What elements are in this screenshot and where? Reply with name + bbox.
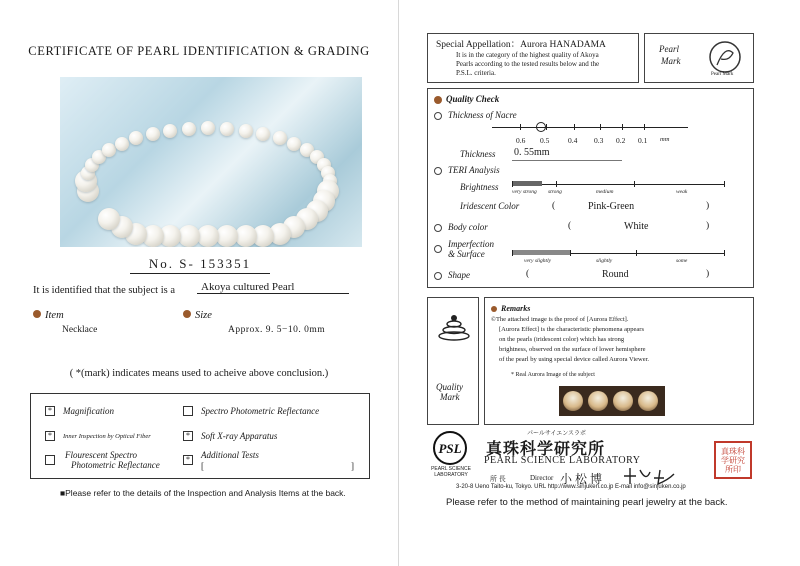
imperfection-label-2: & Surface xyxy=(448,249,485,259)
lab-kana: パールサイエンスラボ xyxy=(527,431,587,437)
lab-address: 3-20-8 Ueno Taito-ku, Tokyo. URL http://www.sinjuken.co.jp E-mail info@sinjuken.co.jp xyxy=(456,484,686,490)
identified-text: It is identified that the subject is a xyxy=(33,285,176,296)
nacre-unit: mm xyxy=(660,136,670,143)
pearl-mark-label-2: Mark xyxy=(661,56,681,66)
brightness-tick xyxy=(512,181,513,187)
quality-mark-box xyxy=(427,297,479,425)
thickness-value: 0. 55mm xyxy=(514,147,550,158)
iridescent-paren-open: ( xyxy=(552,201,556,211)
pearl xyxy=(220,122,234,136)
remarks-line-5: of the pearl by using special device called Aurora Viewer. xyxy=(499,356,650,363)
optical-fiber-checkbox: * xyxy=(45,431,55,441)
nacre-tick xyxy=(546,124,547,130)
flourescent-spectro-label: Flourescent Spectro xyxy=(65,450,138,460)
body-color-label: Body color xyxy=(448,222,488,232)
iridescent-value: Pink-Green xyxy=(588,201,635,212)
remarks-line-1: ©The attached image is the proof of [Aurora Effect]. xyxy=(491,316,629,323)
additional-tests-checkbox: * xyxy=(183,455,193,465)
nacre-tick-label: 0.3 xyxy=(594,136,604,145)
serial-number: No. S- 153351 xyxy=(130,256,270,274)
additional-tests-bracket-open: [ xyxy=(201,461,204,471)
nacre-tick-label: 0.5 xyxy=(540,136,550,145)
soft-xray-label: Soft X-ray Apparatus xyxy=(201,431,278,441)
brightness-tick xyxy=(634,181,635,187)
remarks-line-2: [Aurora Effect] is the characteristic phenomena appears xyxy=(499,326,644,333)
soft-xray-checkbox: * xyxy=(183,431,193,441)
pearl-mark-label-1: Pearl xyxy=(659,44,679,54)
appellation-desc-1: It is in the category of the highest quality of Akoya xyxy=(456,51,599,59)
director-label: Director xyxy=(530,474,554,482)
imperfection-tick xyxy=(570,250,571,256)
pearl-mark-box xyxy=(644,33,754,83)
thickness-label: Thickness xyxy=(460,149,496,159)
pearl xyxy=(182,122,196,136)
magnification-label: Magnification xyxy=(63,406,114,416)
body-color-paren-close: ) xyxy=(706,221,710,231)
quality-check-title: Quality Check xyxy=(446,94,500,104)
size-label: Size xyxy=(195,310,212,321)
remarks-line-3: on the pearls (iridescent color) which has strong xyxy=(499,336,625,343)
body-color-value: White xyxy=(624,221,649,232)
iridescent-label: Iridescent Color xyxy=(460,201,520,211)
pearl-necklace-photo xyxy=(60,77,362,247)
item-value: Necklace xyxy=(62,325,98,335)
remarks-heading xyxy=(491,304,530,313)
flourescent-spectro-checkbox xyxy=(45,455,55,465)
pearl xyxy=(216,225,238,247)
additional-tests-bracket-close: ] xyxy=(351,461,354,471)
imperfection-tick-label: very slightly xyxy=(524,258,552,264)
appellation-title: Special Appellation：Aurora HANADAMA xyxy=(436,40,606,50)
quality-mark-label-2: Mark xyxy=(440,392,460,402)
pearl xyxy=(129,131,143,145)
additional-tests-label: Additional Tests xyxy=(201,450,259,460)
shape-paren-close: ) xyxy=(706,269,710,279)
director-jp: 所 長 xyxy=(490,475,506,483)
nacre-tick xyxy=(574,124,575,130)
aurora-stack-icon xyxy=(436,312,472,342)
nacre-tick xyxy=(644,124,645,130)
brightness-bar-fill xyxy=(512,181,542,186)
brightness-label: Brightness xyxy=(460,182,499,192)
pearl xyxy=(163,124,177,138)
pearl-mark-caption: Pearl Mark xyxy=(711,72,734,77)
body-color-paren-open: ( xyxy=(568,221,572,231)
appellation-desc-3: P.S.L. criteria. xyxy=(456,69,496,77)
quality-check-heading xyxy=(434,94,499,104)
remarks-title: Remarks xyxy=(501,304,531,313)
item-heading xyxy=(33,305,64,323)
lab-seal-stamp xyxy=(714,441,752,479)
imperfection-tick xyxy=(724,250,725,256)
nacre-scale xyxy=(492,127,688,128)
remarks-line-4: brightness, observed on the surface of lower hemisphere xyxy=(499,346,646,353)
pearl xyxy=(256,127,270,141)
pearl xyxy=(197,225,219,247)
pearl xyxy=(239,124,253,138)
right-footer-note: Please refer to the method of maintaining pearl jewelry at the back. xyxy=(446,497,728,508)
inspection-methods-box xyxy=(30,393,370,479)
brightness-tick xyxy=(724,181,725,187)
identified-value: Akoya cultured Pearl xyxy=(197,281,349,294)
magnification-checkbox: * xyxy=(45,406,55,416)
remarks-image-caption: * Real Aurora Image of the subject xyxy=(511,372,595,378)
remarks-bullet-icon xyxy=(491,306,497,312)
nacre-tick-label: 0.2 xyxy=(616,136,626,145)
quality-check-bullet-icon xyxy=(434,96,442,104)
item-label: Item xyxy=(45,310,64,321)
brightness-tick-label: weak xyxy=(676,189,688,195)
shape-circle-icon xyxy=(434,272,442,280)
mark-note: ( *(mark) indicates means used to acheive above conclusion.) xyxy=(69,368,329,379)
pearl xyxy=(115,137,129,151)
shape-value: Round xyxy=(602,269,629,280)
appellation-box xyxy=(427,33,639,83)
iridescent-paren-close: ) xyxy=(706,201,710,211)
nacre-tick-label: 0.4 xyxy=(568,136,578,145)
psl-logo-icon xyxy=(430,430,470,466)
lab-en-small-1: PEARL SCIENCE xyxy=(431,466,471,472)
pearl xyxy=(201,121,215,135)
appellation-desc-2: Pearls according to the tested results below and the xyxy=(456,60,600,68)
quality-check-box xyxy=(427,88,754,288)
nacre-label: Thickness of Nacre xyxy=(448,110,517,120)
imperfection-label-1: Imperfection xyxy=(448,239,494,249)
brightness-tick-label: very strong xyxy=(512,189,537,195)
spectro-reflectance-checkbox xyxy=(183,406,193,416)
nacre-tick xyxy=(520,124,521,130)
imperfection-circle-icon xyxy=(434,245,442,253)
teri-circle-icon xyxy=(434,167,442,175)
quality-mark-label-1: Quality xyxy=(436,382,463,392)
imperfection-bar-fill xyxy=(512,250,570,255)
lab-en-small-2: LABORATORY xyxy=(434,472,468,478)
thickness-underline xyxy=(512,160,622,161)
size-value: Approx. 9. 5−10. 0mm xyxy=(228,325,326,335)
brightness-scale xyxy=(512,184,724,185)
nacre-marker-circle xyxy=(536,122,546,132)
optical-fiber-label: Inner Inspection by Optical Fiber xyxy=(63,433,151,440)
psl-logo-text: PSL xyxy=(438,441,462,456)
seal-text: 真珠科学研究所印 xyxy=(721,446,745,474)
remarks-box xyxy=(484,297,754,425)
nacre-tick-label: 0.6 xyxy=(516,136,526,145)
imperfection-tick-label: slightly xyxy=(596,258,613,264)
photometric-reflectance-label: Photometric Reflectance xyxy=(71,460,160,470)
certificate-title: CERTIFICATE OF PEARL IDENTIFICATION & GRADING xyxy=(28,44,370,58)
pearl xyxy=(178,225,200,247)
pearl xyxy=(273,131,287,145)
page-fold xyxy=(398,0,399,566)
director-signature xyxy=(620,462,680,486)
lab-name-jp: 真珠科学研究所 xyxy=(486,441,606,458)
lab-name-en: PEARL SCIENCE LABORATORY xyxy=(484,455,641,466)
director-name: 小 松 博 xyxy=(560,472,603,486)
nacre-circle-icon xyxy=(434,112,442,120)
brightness-tick-label: strong xyxy=(548,189,562,195)
pearl xyxy=(146,127,160,141)
left-footer-note: ■Please refer to the details of the Inspection and Analysis Items at the back. xyxy=(60,488,346,498)
shape-paren-open: ( xyxy=(526,269,530,279)
item-bullet-icon xyxy=(33,310,41,318)
imperfection-tick-label: some xyxy=(676,258,688,264)
aurora-image xyxy=(559,386,665,416)
imperfection-tick xyxy=(636,250,637,256)
nacre-tick xyxy=(600,124,601,130)
brightness-tick-label: medium xyxy=(596,189,614,195)
brightness-tick xyxy=(556,181,557,187)
shape-label: Shape xyxy=(448,270,470,280)
size-heading xyxy=(183,305,212,323)
imperfection-tick xyxy=(512,250,513,256)
size-bullet-icon xyxy=(183,310,191,318)
spectro-reflectance-label: Spectro Photometric Reflectance xyxy=(201,406,320,416)
body-color-circle-icon xyxy=(434,224,442,232)
nacre-tick xyxy=(622,124,623,130)
nacre-tick-label: 0.1 xyxy=(638,136,648,145)
teri-label: TERI Analysis xyxy=(448,165,500,175)
